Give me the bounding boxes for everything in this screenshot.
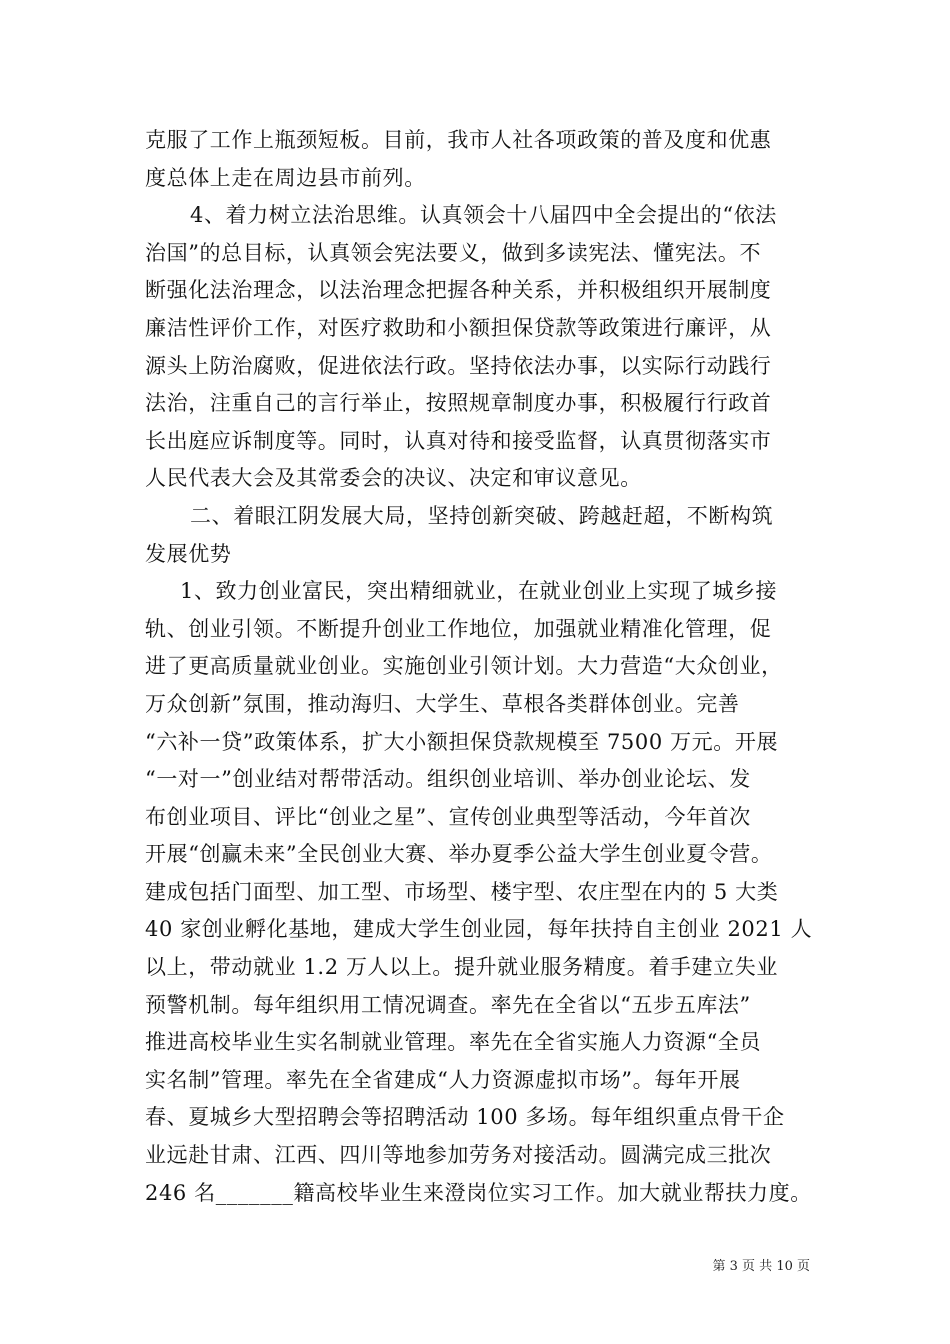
text-line: 246 名_______籍高校毕业生来澄岗位实习工作。加大就业帮扶力度。: [145, 1180, 812, 1205]
text-line: 法治，注重自己的言行举止，按照规章制度办事，积极履行行政首: [145, 391, 772, 416]
text-line: 进了更高质量就业创业。实施创业引领计划。大力营造“大众创业，: [145, 654, 783, 679]
body-text: [145, 122, 825, 1212]
page-number: 第 3 页 共 10 页: [712, 1259, 810, 1274]
text-line: 1、致力创业富民，突出精细就业，在就业创业上实现了城乡接: [180, 579, 778, 604]
text-line: 人民代表大会及其常委会的决议、决定和审议意见。: [145, 466, 642, 491]
text-line: 轨、创业引领。不断提升创业工作地位，加强就业精准化管理，促: [145, 616, 772, 641]
text-line: “一对一”创业结对帮带活动。组织创业培训、举办创业论坛、发: [145, 767, 751, 792]
text-line: 业远赴甘肃、江西、四川等地参加劳务对接活动。圆满完成三批次: [145, 1143, 772, 1168]
text-line: 40 家创业孵化基地，建成大学生创业园，每年扶持自主创业 2021 人: [145, 917, 813, 942]
text-line: 治国”的总目标，认真领会宪法要义，做到多读宪法、懂宪法。不: [145, 240, 762, 265]
text-line: 度总体上走在周边县市前列。: [145, 165, 426, 190]
text-line: 布创业项目、评比“创业之星”、宣传创业典型等活动，今年首次: [145, 804, 751, 829]
text-line: 长出庭应诉制度等。同时，认真对待和接受监督，认真贯彻落实市: [145, 428, 772, 453]
text-line: 春、夏城乡大型招聘会等招聘活动 100 多场。每年组织重点骨干企: [145, 1105, 785, 1130]
text-line: 克服了工作上瓶颈短板。目前，我市人社各项政策的普及度和优惠: [145, 128, 772, 152]
text-line: “六补一贷”政策体系，扩大小额担保贷款规模至 7500 万元。开展: [145, 729, 779, 754]
text-line: 4、着力树立法治思维。认真领会十八届四中全会提出的“依法: [190, 203, 777, 228]
text-line: 推进高校毕业生实名制就业管理。率先在全省实施人力资源“全员: [145, 1030, 762, 1055]
text-line: 实名制”管理。率先在全省建成“人力资源虚拟市场”。每年开展: [145, 1067, 741, 1092]
text-line: 预警机制。每年组织用工情况调查。率先在全省以“五步五库法”: [145, 992, 751, 1017]
text-line: 开展“创赢未来”全民创业大赛、举办夏季公益大学生创业夏令营。: [145, 842, 773, 867]
text-line: 万众创新”氛围，推动海归、大学生、草根各类群体创业。完善: [145, 691, 740, 716]
text-line: 廉洁性评价工作，对医疗救助和小额担保贷款等政策进行廉评，从: [145, 315, 772, 340]
text-line: 断强化法治理念，以法治理念把握各种关系，并积极组织开展制度: [145, 278, 772, 303]
section-heading-continued: 发展优势: [145, 541, 232, 566]
section-heading: 二、着眼江阴发展大局，坚持创新突破、跨越赶超，不断构筑: [190, 503, 774, 528]
text-line: 以上，带动就业 1.2 万人以上。提升就业服务精度。着手建立失业: [145, 955, 778, 980]
text-line: 建成包括门面型、加工型、市场型、楼宇型、农庄型在内的 5 大类: [145, 879, 779, 904]
text-line: 源头上防治腐败，促进依法行政。坚持依法办事，以实际行动践行: [145, 353, 772, 378]
